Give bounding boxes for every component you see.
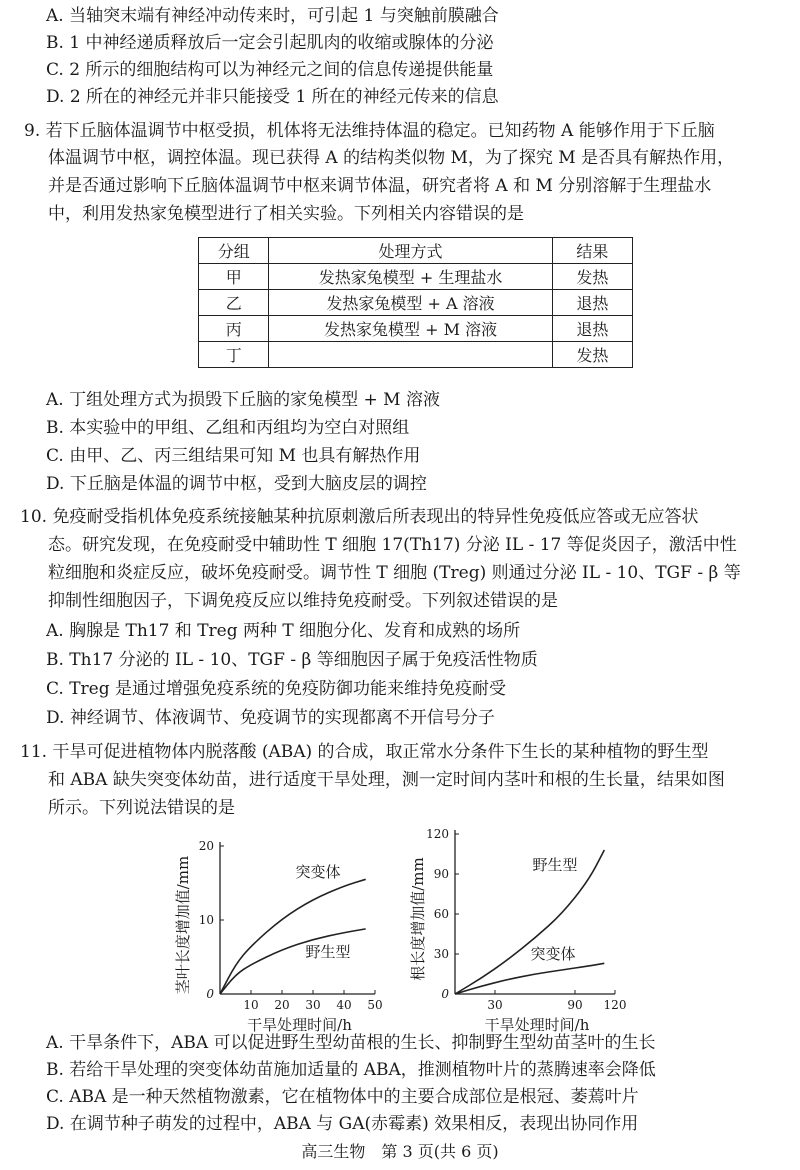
y-axis-label: 茎叶长度增加值/mm [174, 855, 192, 995]
table-row [199, 264, 633, 290]
table-cell: 退热 [552, 316, 632, 342]
q10-stem-line-4: 抑制性细胞因子，下调免疫反应以维持免疫耐受。下列叙述错误的是 [48, 591, 558, 611]
q10-option-c: C. Treg 是通过增强免疫系统的免疫防御功能来维持免疫耐受 [46, 679, 507, 699]
q10-stem-line-3: 粒细胞和炎症反应，破坏免疫耐受。调节性 T 细胞 (Treg) 则通过分泌 IL - 10、TGF - β 等 [48, 563, 741, 583]
series-label: 突变体 [530, 945, 576, 963]
y-tick-label: 0 [441, 987, 449, 1001]
y-tick-label: 0 [206, 987, 214, 1001]
stem-leaf-growth-chart [168, 822, 393, 1040]
table-cell: 退热 [552, 290, 632, 316]
series-line [455, 850, 604, 994]
y-tick-label: 90 [433, 867, 449, 881]
x-tick-label: 50 [367, 998, 383, 1012]
table-row [199, 316, 633, 342]
q10-option-a: A. 胸腺是 Th17 和 Treg 两种 T 细胞分化、发育和成熟的场所 [46, 621, 521, 641]
root-growth-chart [405, 822, 630, 1040]
x-tick-label: 40 [336, 998, 352, 1012]
q11-option-c: C. ABA 是一种天然植物激素，它在植物体中的主要合成部位是根冠、萎蔫叶片 [46, 1087, 639, 1107]
table-row [199, 342, 633, 368]
q11-option-b: B. 若给干旱处理的突变体幼苗施加适量的 ABA，推测植物叶片的蒸腾速率会降低 [46, 1060, 656, 1080]
x-axis-label: 干旱处理时间/h [247, 1016, 352, 1034]
table-cell: 发热 [552, 342, 632, 368]
table-header-row [199, 238, 633, 264]
q9-stem-line-1: 9. 若下丘脑体温调节中枢受损，机体将无法维持体温的稳定。已知药物 A 能够作用于下丘脑 [24, 121, 715, 141]
table-cell: 发热家兔模型 + M 溶液 [269, 316, 552, 342]
q8-option-c: C. 2 所示的细胞结构可以为神经元之间的信息传递提供能量 [46, 60, 494, 80]
table-cell: 丁 [199, 342, 269, 368]
q9-stem-line-3: 并是否通过影响下丘脑体温调节中枢来调节体温，研究者将 A 和 M 分别溶解于生理盐水 [48, 176, 712, 196]
x-tick-label: 20 [274, 998, 290, 1012]
q9-option-b: B. 本实验中的甲组、乙组和丙组均为空白对照组 [46, 418, 410, 438]
table-header-cell: 结果 [552, 238, 632, 264]
series-label: 野生型 [532, 856, 578, 874]
series-line [220, 879, 366, 994]
q8-option-d: D. 2 所在的神经元并非只能接受 1 所在的神经元传来的信息 [46, 87, 499, 107]
x-tick-label: 90 [567, 998, 583, 1012]
q9-table [198, 237, 633, 368]
table-header-cell: 处理方式 [269, 238, 552, 264]
y-tick-label: 60 [433, 907, 449, 921]
table-header-cell: 分组 [199, 238, 269, 264]
q11-option-a: A. 干旱条件下，ABA 可以促进野生型幼苗根的生长、抑制野生型幼苗茎叶的生长 [46, 1033, 656, 1053]
q10-option-b: B. Th17 分泌的 IL - 10、TGF - β 等细胞因子属于免疫活性物质 [46, 650, 538, 670]
y-tick-label: 10 [198, 913, 214, 927]
x-axis-label: 干旱处理时间/h [484, 1016, 590, 1034]
y-tick-label: 20 [198, 839, 214, 853]
table-cell: 丙 [199, 316, 269, 342]
x-tick-label: 30 [487, 998, 503, 1012]
x-tick-label: 10 [243, 998, 259, 1012]
q9-stem-line-4: 中，利用发热家兔模型进行了相关实验。下列相关内容错误的是 [48, 204, 524, 224]
q10-option-d: D. 神经调节、体液调节、免疫调节的实现都离不开信号分子 [46, 708, 495, 728]
series-label: 野生型 [305, 943, 351, 961]
series-label: 突变体 [295, 863, 341, 881]
table-cell: 乙 [199, 290, 269, 316]
series-line [455, 963, 604, 994]
q8-option-b: B. 1 中神经递质释放后一定会引起肌肉的收缩或腺体的分泌 [46, 33, 494, 53]
x-tick-label: 30 [305, 998, 321, 1012]
q11-stem-line-3: 所示。下列说法错误的是 [48, 798, 235, 818]
q9-option-a: A. 丁组处理方式为损毁下丘脑的家兔模型 + M 溶液 [46, 390, 440, 410]
q9-option-d: D. 下丘脑是体温的调节中枢，受到大脑皮层的调控 [46, 474, 427, 494]
table-row [199, 290, 633, 316]
y-tick-label: 30 [433, 947, 449, 961]
q9-stem-line-2: 体温调节中枢，调控体温。现已获得 A 的结构类似物 M，为了探究 M 是否具有解热作用， [48, 148, 735, 168]
q11-stem-line-2: 和 ABA 缺失突变体幼苗，进行适度干旱处理，测一定时间内茎叶和根的生长量，结果如图 [48, 770, 725, 790]
q9-option-c: C. 由甲、乙、丙三组结果可知 M 也具有解热作用 [46, 446, 421, 466]
table-cell: 发热家兔模型 + A 溶液 [269, 290, 552, 316]
series-line [220, 929, 366, 994]
q10-stem-line-2: 态。研究发现，在免疫耐受中辅助性 T 细胞 17(Th17) 分泌 IL - 17 等促炎因子，激活中性 [48, 535, 737, 555]
q10-stem-line-1: 10. 免疫耐受指机体免疫系统接触某种抗原刺激后所表现出的特异性免疫低应答或无应答状 [20, 507, 699, 527]
y-tick-label: 120 [426, 827, 449, 841]
page-footer: 高三生物 第 3 页(共 6 页) [301, 1142, 499, 1161]
y-axis-label: 根长度增加值/mm [409, 857, 427, 981]
x-tick-label: 120 [603, 998, 627, 1012]
q11-stem-line-1: 11. 干旱可促进植物体内脱落酸 (ABA) 的合成，取正常水分条件下生长的某种植物的野生型 [20, 742, 709, 762]
table-cell: 发热 [552, 264, 632, 290]
table-cell [269, 342, 552, 368]
table-cell: 甲 [199, 264, 269, 290]
table-cell: 发热家兔模型 + 生理盐水 [269, 264, 552, 290]
q11-option-d: D. 在调节种子萌发的过程中，ABA 与 GA(赤霉素) 效果相反，表现出协同作用 [46, 1114, 639, 1134]
q8-option-a: A. 当轴突末端有神经冲动传来时，可引起 1 与突触前膜融合 [46, 6, 499, 26]
